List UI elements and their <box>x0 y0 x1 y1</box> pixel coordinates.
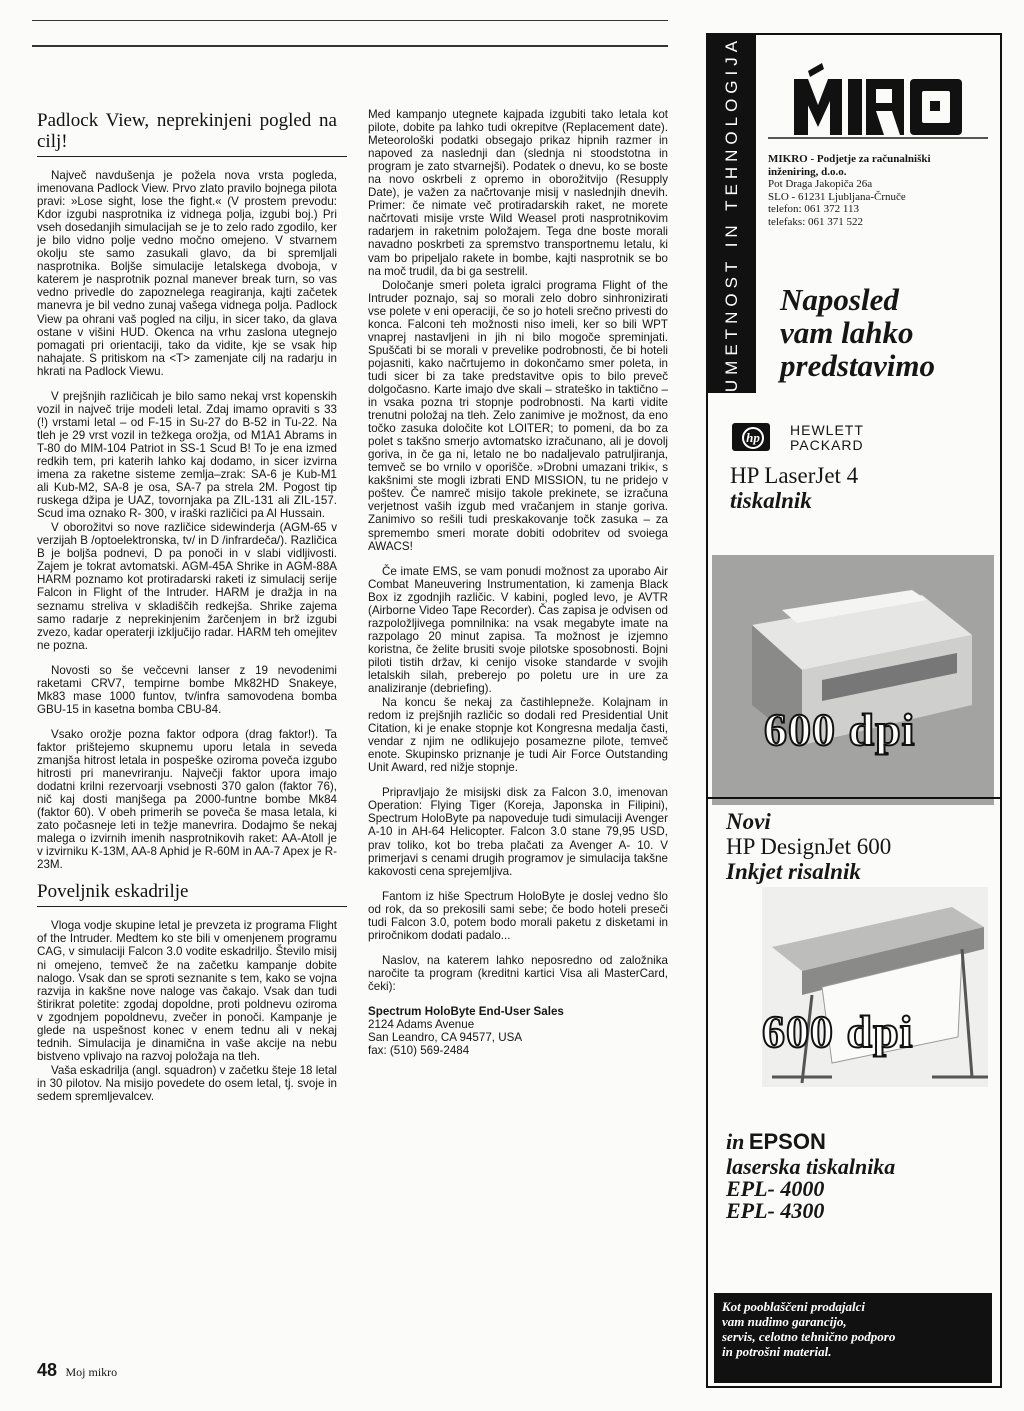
hp-name-line1: HEWLETT <box>790 422 864 438</box>
address-name: Spectrum HoloByte End-User Sales <box>368 1005 564 1018</box>
address-fax: fax: (510) 569-2484 <box>368 1044 470 1057</box>
hp-name-line2: PACKARD <box>790 437 864 453</box>
printer-illustration <box>712 555 994 805</box>
novi-label: Novi <box>726 809 771 834</box>
publisher-address <box>368 1005 668 1057</box>
laserjet-sub: tiskalnik <box>730 488 812 513</box>
paragraph: Fantom iz hiše Spectrum HoloByte je doslej vedno šlo od rok, da so prekosili sami sebe; če bodo hoteli preseči tudi Falcon 3.0, potem bodo morali paketu z disketami in priročnikom dodati padalo... <box>368 889 668 942</box>
middle-column <box>368 108 668 1057</box>
vertical-banner-text: UMETNOST IN TEHNOLOGIJA <box>722 35 741 393</box>
company-city: SLO - 61231 Ljubljana-Črnuče <box>768 190 906 203</box>
epson-block <box>726 1131 895 1222</box>
paragraph: Novosti so še večcevni lanser z 19 nevodenimi raketami CRV7, tempirne bombe Mk82HD Snakeye, Mk83 mase 1000 funtov, tv/infra samovodena bomba GBU-15 in kasetna bomba CBU-84. <box>37 663 337 716</box>
tagline <box>780 283 935 382</box>
page-footer <box>37 1360 117 1381</box>
paragraph: Vloga vodje skupine letal je prevzeta iz programa Flight of the Intruder. Medtem ko ste bili v omenjenem programu CAG, v simulaciji Falcon 3.0 vodite eskadriljo. Število misij ni omejeno, temveč že na začetku kampanje dobite nalogo. Vsak dan se sproti seznanite s tem, kako se vojna razvija in kakšne nove naloge vas čakajo. Vsak dan tudi štirikrat poletite: zgodaj dopoldne, proti poldnevu oziroma v zgodnjem popoldnevu, zvečer in ponoči. Kampanje je glede na uspešnost konec v enem tednu ali v nekaj tednih. Simulacija je dinamična in vaše akcije na nebu bistveno vplivajo na razvoj položaja na tleh. <box>37 919 337 1063</box>
ad-divider <box>708 797 1000 799</box>
logo-underline <box>768 137 988 139</box>
hp-icon: hp <box>742 427 764 449</box>
hp-logo <box>732 423 770 451</box>
magazine-name: Moj mikro <box>65 1365 118 1379</box>
laserjet-printer-image <box>712 555 994 805</box>
company-type: inženiring, d.o.o. <box>768 165 847 178</box>
tagline-line: Naposled <box>780 282 899 317</box>
heading-padlock-view: Padlock View, neprekinjeni pogled na cilj! <box>37 110 337 152</box>
designjet-title <box>726 809 891 884</box>
paragraph: Največ navdušenja je požela nova vrsta pogleda, imenovana Padlock View. Prvo zlato pravilo bojnega pilota pravi: »Lose sight, lose the fight.« (V prostem prevodu: Kdor izgubi nasprotnika iz vidnega polja, izgubi boj.) Pri vseh dosedanjih simulacijah se je to zelo rado zgodilo, ker je bilo vidno polje vedno močno omejeno. V stvarnem okolju ste samo zasukali glavo, da bi spremljali nasprotnika. Boljše simulacije letalskega dvoboja, v katerem je nasprotnik poznal manever break turn, so vas vedno privedle do zapoznelega reagiranja, kajti začetek manevra je bil vedno zunaj vašega vidnega polja. Padlock View pa ohrani vaš pogled na cilju, in sicer tako, da glava ostane v višini HUD. Okenca na vrhu zaslona utegnejo pomagati pri orientaciji, tako da vidite, kje se vsak hip nahajate. S pritiskom na <T> zamenjate cilj na radarju in hkrati na Padlock Viewu. <box>37 169 337 378</box>
dealer-line: vam nudimo garancijo, <box>722 1314 847 1329</box>
tagline-line: vam lahko <box>780 315 914 350</box>
address-city: San Leandro, CA 94577, USA <box>368 1031 523 1044</box>
designjet-name: HP DesignJet 600 <box>726 834 892 859</box>
in-label: in <box>726 1129 745 1154</box>
paragraph: Vsako orožje pozna faktor odpora (drag faktor!). Ta faktor prištejemo skupnemu uporu letala in seveda zmanjša hitrost letala in pospeške oziroma poveča izgubo hitrosti pri manevriranju. Največji faktor upora imajo dodatni krilni rezervoarji vsebnosti 370 galon (faktor 76), nič kaj dosti manjšega pa 2000-funtne bombe Mk84 (faktor 60). V obeh primerih se poveča še masa letala, ki zato počasneje leti in težje manevrira. Dodajmo še nekaj malega o izvirnih imenih nasprotnikovih raket: AA-Atoll je v izvirniku K-13M, AA-8 Aphid je R-60M in AA-7 Apex je R-23M. <box>37 727 337 872</box>
laserjet-name: HP LaserJet 4 <box>730 463 859 488</box>
address-street: 2124 Adams Avenue <box>368 1018 475 1031</box>
page-number: 48 <box>37 1360 58 1380</box>
epl-4000: EPL- 4000 <box>726 1176 825 1201</box>
company-phone: telefon: 061 372 113 <box>768 203 859 215</box>
paragraph: Določanje smeri poleta igralci programa Flight of the Intruder poznajo, saj so morali zelo dobro sinhronizirati vse polete v eni operaciji, če so jo hoteli srečno privesti do konca. Falconi teh možnosti niso imeli, ker so bili WPT vnaprej nastavljeni in jih ni bilo mogoče spreminjati. Spuščati bi se morali v prevelike podrobnosti, če bi hoteli pojasniti, kako načrtujemo in dokončamo smer poleta, in tudi sicer bi za take predstavitve opis to bilo preveč dolgočasno. Karte imajo dve skali – strateško in taktično – in vsaka pozna tri stopnje podrobnosti. Na karti vidite trenutni položaj na tleh. Zelo zanimive je možnost, da eno točko zasuka določite kot LOITER; to pomeni, da bo za polet s takšno smerjo avtomatsko izračunano, ali je dovolj goriva, in če ga ni, letalo ne bo nadaljevalo patruljiranja, temveč se bo vrnilo v oporišče. »Drobni umazani triki«, s kakšnimi ste mogli izbrati END MISSION, tu ne pridejo v poštev. Če namreč misijo takole prekinete, se izračuna verjetnost vaših izgub med vračanjem in stanje goriva. Zanimivo so rešili tudi preskakovanje točk zasuka – za spremembo smeri morate dobiti odobritev od svoiega AWACS! <box>368 278 668 553</box>
tagline-line: predstavimo <box>780 348 935 383</box>
paragraph: Med kampanjo utegnete kajpada izgubiti tako letala kot pilote, dobite pa lahko tudi okrepitve (Replacement date). Meteorološki podatki obsegajo prikaz hipnih razmer in napoved za naslednji dan (slednja ni stoodstotna in program je zato stvarnejši). Podatek o dnevu, ko se boste na novo oskrbeli z opremo in oborožitvijo (Resupply Date), je važen za načrtovanje misij v naslednjih dnevih. Primer: če nimate več protiradarskih raket, ne morete načrtovati misije vrste Wild Weasel proti nasprotnikovim radarjem in raketnim položajem. Tega dne boste morali navadno poskrbeti za spremstvo transportnemu letalu, ki vam bo pripeljalo rakete in bombe, kajti nasprotnik se bo na moč trudil, da bi ga sestrelil. <box>368 108 668 278</box>
top-rule-1 <box>32 20 668 21</box>
heading-poveljnik: Poveljnik eskadrilje <box>37 881 189 903</box>
left-column <box>37 110 337 1104</box>
hp-name <box>790 423 864 453</box>
heading-underline <box>37 156 347 157</box>
paragraph: V prejšnjih različicah je bilo samo nekaj vrst kopenskih vozil in največ trije modeli letal. Zdaj imamo opraviti s 33 (!) vrstami letal – od F-15 in Su-27 do B-52 in Tu-22. Na tleh je 29 vrst vozil in težkega orožja, od M1A1 Abrams in T-80 do MIM-104 Patriot in SS-1 Scud B! To je ena izmed redkih tem, pri katerih lahko kaj dodamo, in sicer izvirna imena za raketne sisteme zemlja–zrak: SA-6 je Kub-M1 ali Kub-M2, SA-8 je osa, SA-7 pa strela 2M. Pogost tip ruskega džipa je UAZ, tovornjaka pa ZIL-131 ali ZIL-157. Scud ima oznako R- 300, v iraški različici pa Al Hussain. <box>37 389 337 521</box>
epson-name: EPSON <box>748 1129 826 1154</box>
paragraph: Če imate EMS, se vam ponudi možnost za uporabo Air Combat Maneuvering Instrumentation, ki zamenja Black Box iz zgodnjih različic. V kabini, pogled levo, je AVTR (Airborne Video Tape Recorder). Čas zapisa je odvisen od razpoložljivega pomnilnika: na vsak megabyte imate na razpolago 20 minut zapisa. Ta možnost je izjemno koristna, če želite brusiti svoje pilotske sposobnosti. Bojni piloti tistih držav, ki cenijo visoke standarde v svojih letalskih silah, preberejo po poletu ure in ure za analiziranje (debriefing). <box>368 564 668 696</box>
company-fax: telefaks: 061 371 522 <box>768 215 864 228</box>
epson-title <box>726 1131 895 1156</box>
mikro-advertisement <box>706 33 1002 1388</box>
top-rule-2 <box>32 45 668 47</box>
laserjet-dpi: 600 dpi <box>764 704 916 755</box>
company-address: Pot Draga Jakopiča 26a <box>768 178 873 190</box>
designjet-dpi: 600 dpi <box>762 1006 914 1057</box>
dealer-line: Kot pooblaščeni prodajalci <box>722 1299 865 1314</box>
designjet-sub: Inkjet risalnik <box>726 859 861 884</box>
paragraph: Naslov, na katerem lahko neposredno od založnika naročite ta program (kreditni kartici Visa ali MasterCard, čeki): <box>368 953 668 993</box>
laserjet-title <box>730 463 858 513</box>
heading-underline <box>37 906 347 907</box>
epl-4300: EPL- 4300 <box>726 1198 825 1223</box>
dealer-line: servis, celotno tehnično podporo <box>722 1329 896 1344</box>
company-info <box>768 153 988 228</box>
epson-sub: laserska tiskalnika <box>726 1154 896 1179</box>
dealer-box <box>714 1293 992 1383</box>
paragraph: Pripravljajo že misijski disk za Falcon 3.0, imenovan Operation: Flying Tiger (Koreja, Japonska in Filipini), Spectrum HoloByte pa napoveduje tudi simulaciji Avenger A-10 in AH-64 Helicopter. Falcon 3.0 stane 79,95 USD, prav toliko, kot bo treba plačati za Avenger A- 10. V primerjavi s cenami drugih programov je simulacija takšne kakovosti cena sprejemljiva. <box>368 786 668 878</box>
company-name: MIKRO - Podjetje za računalniški <box>768 153 931 165</box>
paragraph: Vaša eskadrilja (angl. squadron) v začetku šteje 18 letal in 30 pilotov. Na misijo povedete do osem letal, tj. svoje in sedem spremljevalcev. <box>37 1063 337 1103</box>
dealer-line: in potrošni material. <box>722 1344 832 1359</box>
mikro-logo <box>790 61 966 141</box>
paragraph: Na koncu še nekaj za častihlepneže. Kolajnam in redom iz prejšnjih različic so dodali red Presidential Unit Citation, ki je enake stopnje kot Kongresna medalja časti, vendar z njim ne odlikujejo posamezne pilote, temveč enote. Skupinsko priznanje je tudi Air Force Outstanding Unit Award, red nižje stopnje. <box>368 696 668 775</box>
paragraph: V oborožitvi so nove različice sidewinderja (AGM-65 v verzijah B /optoelektronska, tv/ in D /infrardeča/). Različica B je boljša podnevi, D pa ponoči in v slabi vidljivosti. Zajem je tokrat avtomatski. AGM-45A Shrike in AGM-88A HARM poznamo kot protiradarski raketi iz simulacij serije Falcon in Flight of the Intruder. HARM je dražja in na seznamu streliva v skladiščih redkejša. Shrike zajema samo radarje z neprekinjenim žarčenjem in brž izgubi zvezo, kadar operaterji izključijo radar. HARM teh omejitev ne pozna. <box>37 521 337 652</box>
